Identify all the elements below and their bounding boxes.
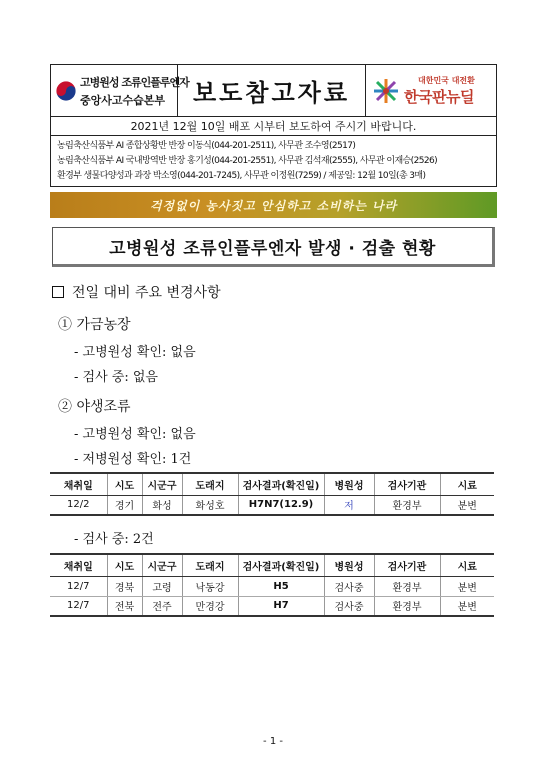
release-note: 2021년 12월 10일 배포 시부터 보도하여 주시기 바랍니다.	[51, 117, 496, 136]
column-header: 도래지	[182, 554, 238, 576]
table-cell: 검사중	[324, 596, 374, 616]
table-cell: 화성호	[182, 495, 238, 515]
column-header: 시료	[440, 554, 494, 576]
table-header-row	[50, 473, 494, 495]
contact-line: 농림축산식품부 AI 종합상황반 반장 이동식(044-201-2511), 사무관 조수영(2517)	[57, 141, 356, 151]
table-cell: 환경부	[374, 576, 440, 596]
testing-table	[50, 553, 494, 617]
column-header: 시도	[107, 554, 142, 576]
list-item: - 고병원성 확인: 없음	[74, 345, 196, 360]
table-cell: 분변	[440, 495, 494, 515]
column-header: 검사결과(확진일)	[238, 554, 324, 576]
table-cell: 화성	[142, 495, 182, 515]
table-cell: 분변	[440, 596, 494, 616]
column-header: 검사결과(확진일)	[238, 473, 324, 495]
column-header: 채취일	[50, 473, 107, 495]
table-row	[50, 576, 494, 596]
table-cell: 12/7	[50, 576, 107, 596]
org-logo	[51, 65, 189, 116]
column-header: 검사기관	[374, 554, 440, 576]
table-cell: 만경강	[182, 596, 238, 616]
table-cell: H5	[238, 576, 324, 596]
contact-list	[57, 139, 493, 184]
list-item: - 검사 중: 2건	[74, 532, 154, 547]
contact-line: 환경부 생물다양성과 과장 박소영(044-201-7245), 사무관 이정원(7259) / 제공일: 12월 10일(총 3매)	[57, 171, 426, 181]
checkbox-square-icon	[52, 286, 64, 298]
brand-name: 한국판뉴딜	[404, 87, 474, 106]
column-header: 채취일	[50, 554, 107, 576]
table-cell: 고령	[142, 576, 182, 596]
table-row	[50, 495, 494, 515]
section-heading-text: 전일 대비 주요 변경사항	[72, 285, 221, 301]
table-cell: 경북	[107, 576, 142, 596]
table-cell: 분변	[440, 576, 494, 596]
table-cell: H7N7(12.9)	[238, 495, 324, 515]
column-header: 시군구	[142, 554, 182, 576]
doc-type-title: 보도참고자료	[192, 79, 351, 107]
page-title: 고병원성 조류인플루엔자 발생 · 검출 현황	[109, 238, 436, 259]
list-item: - 고병원성 확인: 없음	[74, 427, 196, 442]
column-header: 병원성	[324, 554, 374, 576]
table-cell: 12/2	[50, 495, 107, 515]
page-number: - 1 -	[263, 736, 283, 747]
wild-bird-heading: ② 야생조류	[58, 399, 131, 415]
table-cell: 검사중	[324, 576, 374, 596]
poultry-farm-heading: ① 가금농장	[58, 317, 131, 333]
column-header: 시료	[440, 473, 494, 495]
table-cell: 전주	[142, 596, 182, 616]
slogan-text: 걱정없이 농사짓고 안심하고 소비하는 나라	[149, 198, 398, 213]
section-heading	[52, 282, 221, 302]
table-cell: H7	[238, 596, 324, 616]
contact-line: 농림축산식품부 AI 국내방역반 반장 홍기성(044-201-2551), 사무관 김석재(2555), 사무관 이재승(2526)	[57, 156, 437, 166]
column-header: 검사기관	[374, 473, 440, 495]
low-pathogenic-table	[50, 472, 494, 516]
table-cell: 경기	[107, 495, 142, 515]
slogan-banner	[50, 192, 497, 218]
taegeuk-emblem-icon	[55, 80, 77, 102]
column-header: 시도	[107, 473, 142, 495]
org-name-line2: 중앙사고수습본부	[80, 93, 166, 107]
list-item: - 저병원성 확인: 1건	[74, 452, 192, 467]
press-header	[50, 64, 497, 187]
new-deal-logo	[366, 65, 496, 116]
table-cell: 저	[324, 495, 374, 515]
table-cell: 낙동강	[182, 576, 238, 596]
main-title-box	[52, 227, 495, 267]
table-cell: 환경부	[374, 596, 440, 616]
table-header-row	[50, 554, 494, 576]
new-deal-star-icon	[372, 77, 400, 105]
header-top-row	[51, 65, 496, 117]
org-name-line1: 고병원성 조류인플루엔자	[80, 75, 189, 89]
table-row	[50, 596, 494, 616]
column-header: 도래지	[182, 473, 238, 495]
table-cell: 전북	[107, 596, 142, 616]
doc-type-box	[178, 65, 366, 116]
column-header: 시군구	[142, 473, 182, 495]
column-header: 병원성	[324, 473, 374, 495]
table-cell: 12/7	[50, 596, 107, 616]
brand-subtitle: 대한민국 대전환	[418, 75, 475, 85]
list-item: - 검사 중: 없음	[74, 370, 158, 385]
table-cell: 환경부	[374, 495, 440, 515]
